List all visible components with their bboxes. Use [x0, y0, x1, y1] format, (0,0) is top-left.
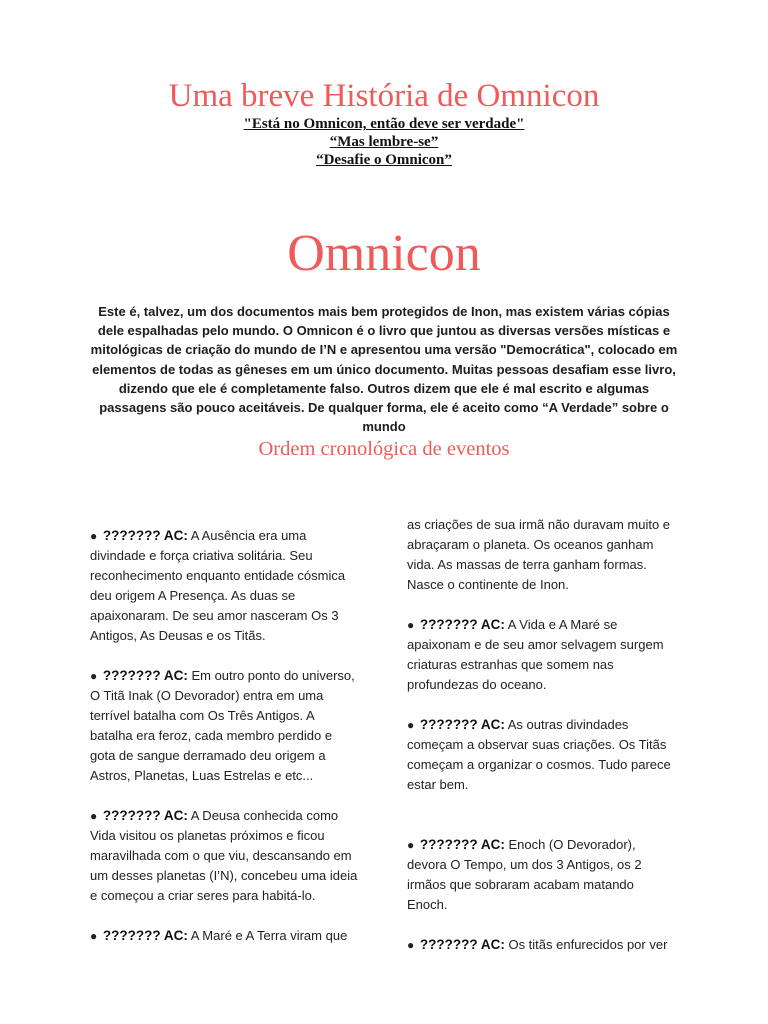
timeline-entry: [407, 615, 675, 695]
section-heading: Ordem cronológica de eventos: [258, 438, 510, 460]
bullet-icon: ●: [90, 929, 98, 943]
entry-text: A Deusa conhecida como Vida visitou os planetas próximos e ficou maravilhada com o que viu, descansando em um desses planetas (I’N), concebeu uma ideia e começou a criar seres para habitá-lo.: [90, 808, 358, 903]
timeline-entry: [407, 935, 675, 955]
quote-line: “Desafie o Omnicon”: [316, 152, 452, 168]
entry-label: ??????? AC:: [419, 617, 505, 632]
document-title: Uma breve História de Omnicon: [168, 78, 600, 114]
entry-text: A Vida e A Maré se apaixonam e de seu amor selvagem surgem criaturas estranhas que somem nas profundezas do oceano.: [407, 617, 664, 692]
main-heading: Omnicon: [287, 225, 481, 282]
entry-text: A Ausência era uma divindade e força criativa solitária. Seu reconhecimento enquanto entidade cósmica deu origem A Presença. As duas se apaixonaram. De seu amor nasceram Os 3 Antigos, As Deusas e os Titãs.: [90, 528, 346, 643]
timeline-entry: [90, 926, 358, 946]
bullet-icon: ●: [90, 529, 98, 543]
bullet-icon: ●: [407, 938, 415, 952]
timeline-entry: [90, 666, 358, 786]
quote-line: "Está no Omnicon, então deve ser verdade": [243, 116, 525, 132]
bullet-icon: ●: [407, 838, 415, 852]
intro-paragraph: Este é, talvez, um dos documentos mais bem protegidos de Inon, mas existem várias cópias dele espalhadas pelo mundo. O Omnicon é o livro que juntou as diversas versões místicas e mitológicas de criação do mundo de I’N e apresentou uma versão "Democrática", colocado em elementos de todas as gêneses em um único documento. Muitas pessoas desafiam esse livro, dizendo que ele é completamente falso. Outros dizem que ele é mal escrito e algumas passagens são pouco aceitáveis. De qualquer forma, ele é aceito como “A Verdade” sobre o mundo: [90, 304, 678, 435]
timeline-column-left: [90, 526, 358, 946]
entry-label: ??????? AC:: [419, 837, 505, 852]
bullet-icon: ●: [90, 669, 98, 683]
quote-line: “Mas lembre-se”: [329, 134, 439, 150]
entry-text: A Maré e A Terra viram que: [187, 928, 348, 943]
entry-text: Em outro ponto do universo, O Titã Inak (O Devorador) entra em uma terrível batalha com Os Três Antigos. A batalha era feroz, cada membro perdido e gota de sangue derramado deu origem a Astros, Planetas, Luas Estrelas e etc...: [90, 668, 355, 783]
timeline-column-right: [407, 515, 675, 955]
bullet-icon: ●: [407, 718, 415, 732]
entry-label: ??????? AC:: [102, 668, 188, 683]
timeline-continuation: as criações de sua irmã não duravam muito e abraçaram o planeta. Os oceanos ganham vida. As massas de terra ganham formas. Nasce o continente de Inon.: [407, 517, 671, 592]
entry-label: ??????? AC:: [102, 808, 188, 823]
entry-text: As outras divindades começam a observar suas criações. Os Titãs começam a organizar o cosmos. Tudo parece estar bem.: [407, 717, 671, 792]
entry-label: ??????? AC:: [419, 717, 505, 732]
entry-text: Os titãs enfurecidos por ver: [504, 937, 668, 952]
bullet-icon: ●: [407, 618, 415, 632]
entry-label: ??????? AC:: [419, 937, 505, 952]
entry-text: Enoch (O Devorador), devora O Tempo, um dos 3 Antigos, os 2 irmãos que sobraram acabam matando Enoch.: [407, 837, 642, 912]
timeline-entry: [90, 806, 358, 906]
entry-label: ??????? AC:: [102, 928, 188, 943]
timeline-entry: [407, 835, 675, 915]
bullet-icon: ●: [90, 809, 98, 823]
entry-label: ??????? AC:: [102, 528, 188, 543]
timeline-entry: [407, 715, 675, 795]
timeline-entry: [90, 526, 358, 646]
quotes-block: [0, 115, 768, 169]
